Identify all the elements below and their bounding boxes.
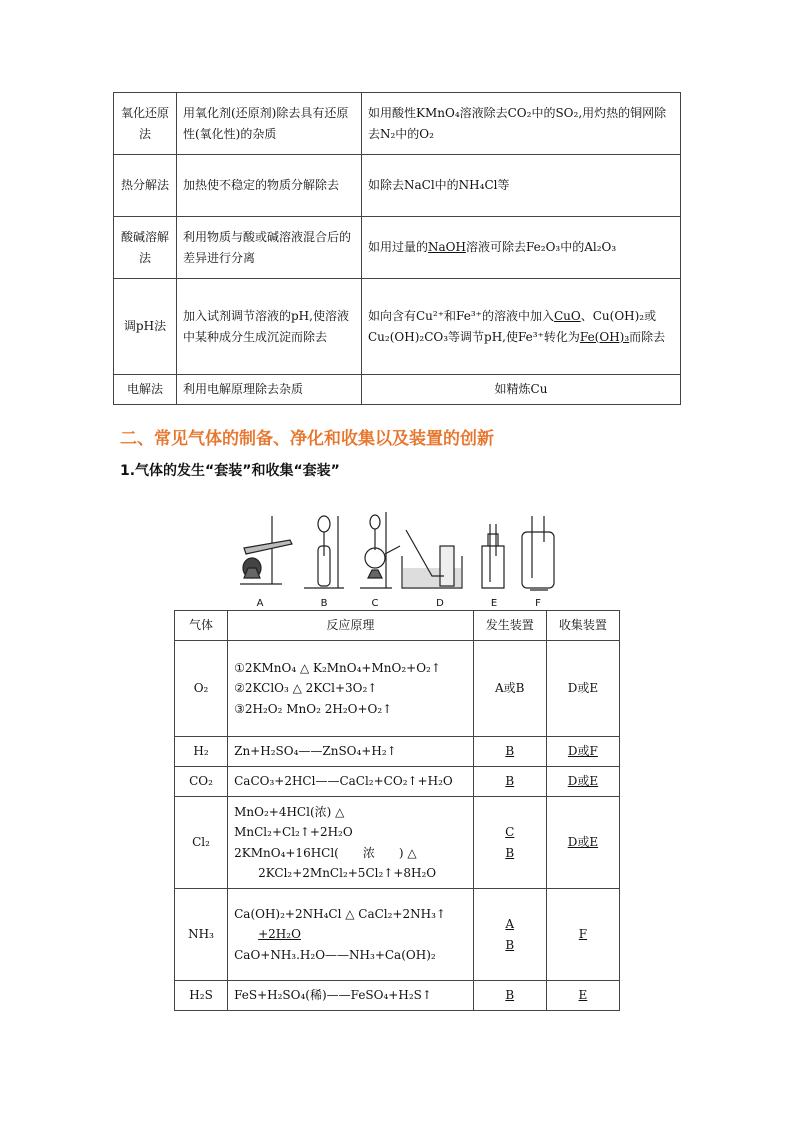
generator-answer: B: [473, 737, 546, 767]
generator-answer: A或B: [473, 641, 546, 737]
example-text: 如用过量的: [368, 240, 429, 255]
apparatus-label: A: [256, 598, 264, 609]
method-example: [362, 279, 681, 375]
reaction-equation: CaCO₃+2HCl——CaCl₂+CO₂↑+H₂O: [228, 767, 474, 797]
apparatus-figure: [232, 506, 562, 610]
method-example: 如用酸性KMnO₄溶液除去CO₂中的SO₂,用灼热的铜网除去N₂中的O₂: [362, 93, 681, 155]
column-header: 反应原理: [228, 611, 474, 641]
generator-answer-2: B: [505, 937, 515, 952]
method-name: 酸碱溶解法: [114, 217, 177, 279]
apparatus-f: [522, 516, 554, 590]
table-row: [114, 93, 681, 155]
gas-name: NH₃: [175, 889, 228, 981]
answer-blank: CuO: [553, 309, 581, 324]
table-row: [175, 797, 620, 889]
example-text: 而除去: [629, 329, 666, 344]
section-heading: 二、常见气体的制备、净化和收集以及装置的创新: [120, 429, 494, 449]
apparatus-label: F: [535, 598, 541, 609]
answer-blank: NaOH: [428, 240, 466, 255]
table-row: [175, 737, 620, 767]
collector-answer: D或E: [546, 767, 619, 797]
reaction-equation: Zn+H₂SO₄——ZnSO₄+H₂↑: [228, 737, 474, 767]
method-example: 如除去NaCl中的NH₄Cl等: [362, 155, 681, 217]
answer-blank: Fe(OH)₃: [579, 329, 630, 344]
reaction-equation: 2KMnO₄+16HCl( 浓 ) △: [234, 845, 417, 860]
table-row: [114, 217, 681, 279]
reaction-equation: MnO₂+4HCl(浓) △ MnCl₂+Cl₂↑+2H₂O: [234, 804, 353, 840]
generator-answer: [473, 797, 546, 889]
collector-answer: E: [546, 981, 619, 1011]
example-text: 、Cu(OH)₂或Cu₂(OH)₂CO₃等调节pH,使Fe³⁺转化为: [368, 309, 657, 344]
subheading: 1.气体的发生“套装”和收集“套装”: [120, 463, 340, 479]
reaction-equation: ①2KMnO₄ △ K₂MnO₄+MnO₂+O₂↑: [234, 660, 441, 675]
gas-name: CO₂: [175, 767, 228, 797]
reaction-cell: [228, 641, 474, 737]
column-header: 气体: [175, 611, 228, 641]
generator-answer: [473, 889, 546, 981]
gas-preparation-table: [174, 610, 620, 1011]
column-header: 发生装置: [473, 611, 546, 641]
method-example: [362, 217, 681, 279]
apparatus-label: C: [371, 598, 379, 609]
method-name: 氧化还原法: [114, 93, 177, 155]
table-row: [175, 889, 620, 981]
reaction-equation: 2KCl₂+2MnCl₂+5Cl₂↑+8H₂O: [258, 865, 437, 880]
method-principle: 用氧化剂(还原剂)除去具有还原性(氧化性)的杂质: [177, 93, 362, 155]
table-row: [175, 767, 620, 797]
method-name: 电解法: [114, 375, 177, 405]
table-row: [175, 641, 620, 737]
apparatus-label: D: [436, 598, 444, 609]
apparatus-c: [360, 512, 400, 588]
table-row: [114, 375, 681, 405]
table-row: [114, 155, 681, 217]
table-header-row: [175, 611, 620, 641]
generator-answer: B: [473, 767, 546, 797]
generator-answer-2: B: [505, 845, 515, 860]
method-principle: 加热使不稳定的物质分解除去: [177, 155, 362, 217]
gas-name: Cl₂: [175, 797, 228, 889]
collector-answer: D或E: [546, 797, 619, 889]
reaction-cell: [228, 889, 474, 981]
generator-answer-1: A: [505, 917, 515, 932]
column-header: 收集装置: [546, 611, 619, 641]
table-row: [114, 279, 681, 375]
generator-answer: B: [473, 981, 546, 1011]
apparatus-label: E: [490, 598, 498, 609]
method-name: 热分解法: [114, 155, 177, 217]
reaction-cell: [228, 797, 474, 889]
collector-answer: D或F: [546, 737, 619, 767]
method-name: 调pH法: [114, 279, 177, 375]
collector-answer: D或E: [546, 641, 619, 737]
method-principle: 加入试剂调节溶液的pH,使溶液中某种成分生成沉淀而除去: [177, 279, 362, 375]
method-principle: 利用电解原理除去杂质: [177, 375, 362, 405]
example-text: 如向含有Cu²⁺和Fe³⁺的溶液中加入: [368, 309, 554, 324]
gas-name: H₂: [175, 737, 228, 767]
reaction-equation: ③2H₂O₂ MnO₂ 2H₂O+O₂↑: [234, 701, 393, 716]
reaction-equation: FeS+H₂SO₄(稀)——FeSO₄+H₂S↑: [228, 981, 474, 1011]
method-example: 如精炼Cu: [362, 375, 681, 405]
gas-name: H₂S: [175, 981, 228, 1011]
reaction-equation: Ca(OH)₂+2NH₄Cl △ CaCl₂+2NH₃↑: [234, 906, 446, 921]
gas-name: O₂: [175, 641, 228, 737]
generator-answer-1: C: [505, 825, 515, 840]
apparatus-label: B: [320, 598, 328, 609]
collector-answer: F: [546, 889, 619, 981]
example-text: 溶液可除去Fe₂O₃中的Al₂O₃: [465, 240, 617, 255]
method-principle: 利用物质与酸或碱溶液混合后的差异进行分离: [177, 217, 362, 279]
reaction-equation: +2H₂O: [258, 927, 301, 942]
reaction-equation: CaO+NH₃.H₂O——NH₃+Ca(OH)₂: [234, 947, 436, 962]
apparatus-d: [402, 530, 462, 588]
table-row: [175, 981, 620, 1011]
reaction-equation: ②2KClO₃ △ 2KCl+3O₂↑: [234, 681, 378, 696]
purification-methods-table: [113, 92, 681, 405]
apparatus-a: [240, 516, 292, 584]
apparatus-e: [482, 524, 504, 588]
apparatus-b: [304, 516, 344, 588]
